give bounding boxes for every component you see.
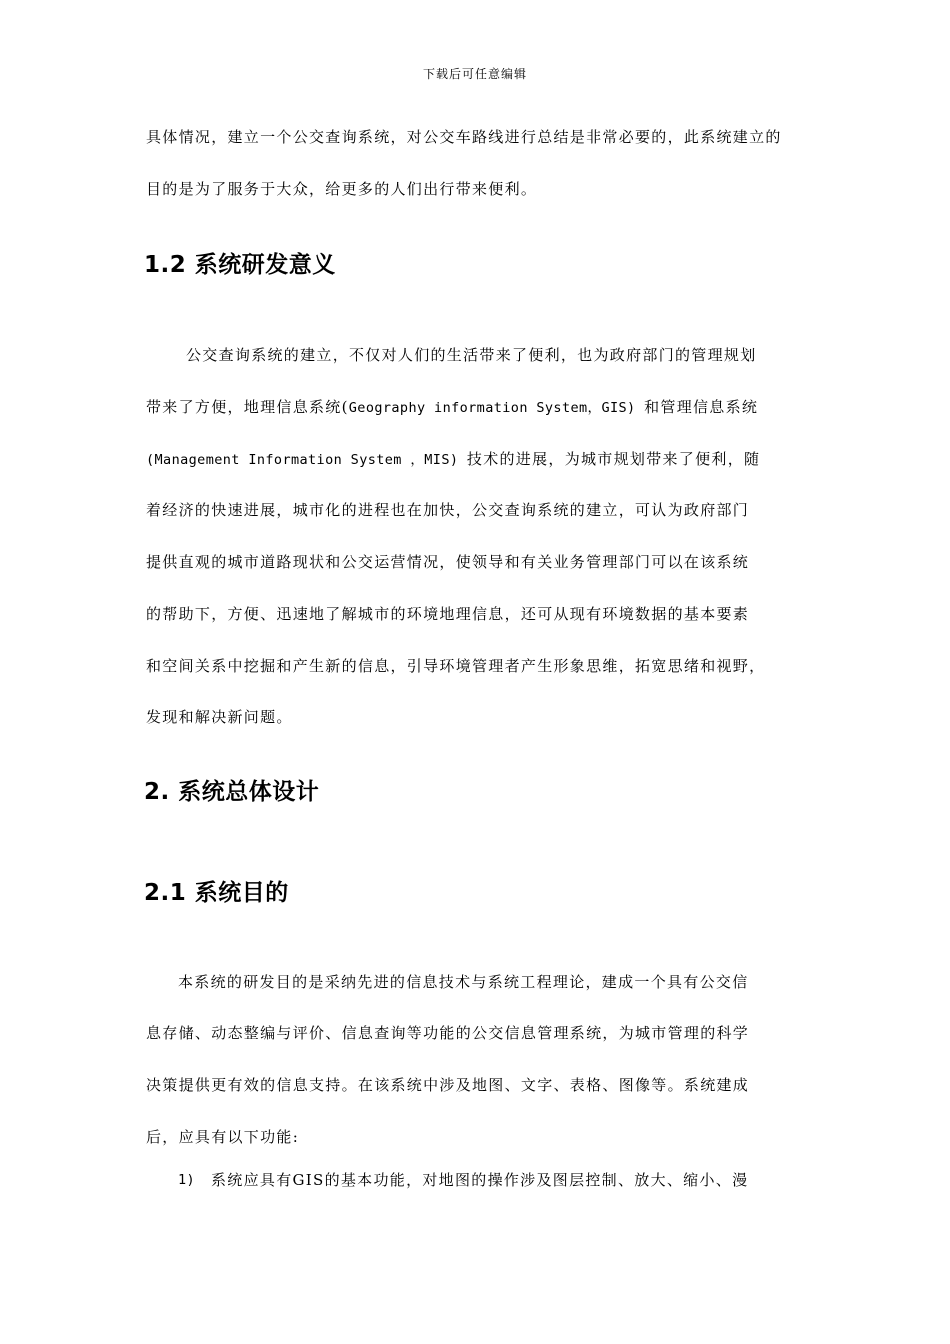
section-2-1-heading: 2.1 系统目的 (144, 880, 289, 906)
paragraph-line: 后，应具有以下功能: (146, 1128, 300, 1146)
paragraph-text: 和管理信息系统 (644, 398, 759, 416)
intro-line-1: 具体情况，建立一个公交查询系统，对公交车路线进行总结是非常必要的，此系统建立的 (146, 128, 782, 146)
paragraph-line: 的帮助下，方便、迅速地了解城市的环境地理信息，还可从现有环境数据的基本要素 (146, 605, 750, 623)
paragraph-text-latin: Geography information System，GIS) (348, 400, 645, 416)
page-header: 下载后可任意编辑 (422, 67, 527, 81)
intro-line-2: 目的是为了服务于大众，给更多的人们出行带来便利。 (146, 180, 538, 198)
list-item-text: 系统应具有GIS的基本功能，对地图的操作涉及图层控制、放大、缩小、漫 (211, 1171, 749, 1189)
paragraph-line: 着经济的快速进展，城市化的进程也在加快，公交查询系统的建立，可认为政府部门 (146, 501, 750, 519)
paragraph-line: 和空间关系中挖掘和产生新的信息，引导环境管理者产生形象思维，拓宽思绪和视野， (146, 657, 766, 675)
paragraph-text: 带来了方便，地理信息系统( (146, 398, 349, 416)
paragraph-line: 公交查询系统的建立，不仅对人们的生活带来了便利，也为政府部门的管理规划 (186, 346, 757, 364)
list-item-number: 1) (178, 1172, 196, 1188)
paragraph-line: 提供直观的城市道路现状和公交运营情况，使领导和有关业务管理部门可以在该系统 (146, 553, 750, 571)
paragraph-line (146, 397, 758, 418)
paragraph-line (146, 449, 760, 470)
paragraph-line: 本系统的研发目的是采纳先进的信息技术与系统工程理论，建成一个具有公交信 (178, 973, 749, 991)
section-1-2-heading: 1.2 系统研发意义 (144, 252, 336, 278)
paragraph-text-latin: (Management Information System ，MIS) (146, 452, 467, 468)
paragraph-line: 发现和解决新问题。 (146, 708, 293, 726)
paragraph-line: 息存储、动态整编与评价、信息查询等功能的公交信息管理系统，为城市管理的科学 (146, 1024, 750, 1042)
paragraph-text: 技术的进展，为城市规划带来了便利，随 (466, 450, 761, 468)
section-2-heading: 2. 系统总体设计 (144, 779, 320, 805)
paragraph-line: 决策提供更有效的信息支持。在该系统中涉及地图、文字、表格、图像等。系统建成 (146, 1076, 750, 1094)
